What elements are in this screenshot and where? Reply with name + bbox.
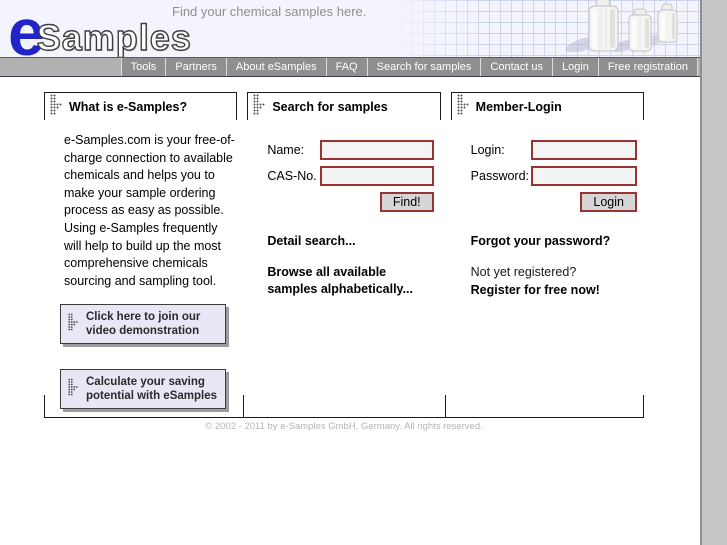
- nav-item-search[interactable]: Search for samples: [367, 58, 481, 76]
- bottles-illustration: [548, 0, 698, 57]
- nav-item-partners[interactable]: Partners: [165, 58, 226, 76]
- saving-calculator-button-label: Calculate your saving potential with eSamples: [86, 376, 217, 403]
- columns-bottom-rule: [44, 395, 644, 418]
- dots-icon: [68, 313, 78, 336]
- login-panel: [451, 120, 644, 395]
- about-panel: [44, 120, 237, 403]
- nav-item-tools[interactable]: Tools: [121, 58, 166, 76]
- right-gray-strip: [700, 0, 727, 545]
- about-panel-title: What is e-Samples?: [69, 99, 188, 114]
- cas-input[interactable]: [320, 166, 433, 186]
- dots-icon: [50, 94, 62, 120]
- logo-wordmark: Samples: [36, 17, 192, 57]
- logo-e-letter: e: [8, 0, 43, 57]
- not-registered-text: Not yet registered?: [470, 265, 577, 279]
- about-panel-header: [44, 92, 237, 120]
- content-area: [0, 77, 700, 432]
- tagline: Find your chemical samples here.: [172, 4, 367, 19]
- nav-item-about[interactable]: About eSamples: [226, 58, 326, 76]
- login-panel-header: [451, 92, 644, 120]
- video-demo-button-label: Click here to join our video demonstration: [86, 311, 201, 338]
- search-panel-title: Search for samples: [272, 99, 388, 114]
- search-panel-header: [247, 92, 440, 120]
- nav-item-free-registration[interactable]: Free registration: [598, 58, 698, 76]
- password-input[interactable]: [531, 166, 637, 186]
- site-logo: [8, 0, 192, 57]
- dots-icon: [253, 94, 265, 120]
- name-label: Name:: [267, 143, 305, 157]
- dots-icon: [457, 94, 469, 120]
- find-button[interactable]: Find!: [380, 192, 434, 212]
- forgot-password-link[interactable]: Forgot your password?: [470, 234, 611, 248]
- search-panel: [247, 120, 440, 395]
- banner: [0, 0, 700, 57]
- main-navigation: [0, 57, 700, 77]
- video-demo-button[interactable]: [60, 304, 226, 344]
- name-input[interactable]: [320, 140, 433, 160]
- login-input[interactable]: [531, 140, 637, 160]
- nav-item-login[interactable]: Login: [552, 58, 598, 76]
- password-label: Password:: [470, 169, 530, 183]
- browse-samples-link[interactable]: Browse all available samples alphabetically...: [267, 265, 413, 296]
- about-description: e-Samples.com is your free-of-charge connection to available chemicals and helps you to make your sample ordering process as easy as possible. Using e-Samples frequently will help to build up the most comprehensive chemicals sourcing and sampling tool.: [64, 133, 235, 288]
- column-divider: [445, 395, 446, 417]
- nav-item-contact[interactable]: Contact us: [480, 58, 552, 76]
- cas-label: CAS-No.: [267, 169, 317, 183]
- copyright-notice: © 2002 - 2011 by e-Samples GmbH, Germany. All rights reserved.: [205, 421, 483, 432]
- nav-item-faq[interactable]: FAQ: [326, 58, 367, 76]
- login-label: Login:: [470, 143, 505, 157]
- login-panel-title: Member-Login: [475, 99, 562, 114]
- detail-search-link[interactable]: Detail search...: [267, 234, 356, 248]
- login-button[interactable]: Login: [580, 192, 637, 212]
- register-free-link[interactable]: Register for free now!: [470, 283, 600, 297]
- column-divider: [243, 395, 244, 417]
